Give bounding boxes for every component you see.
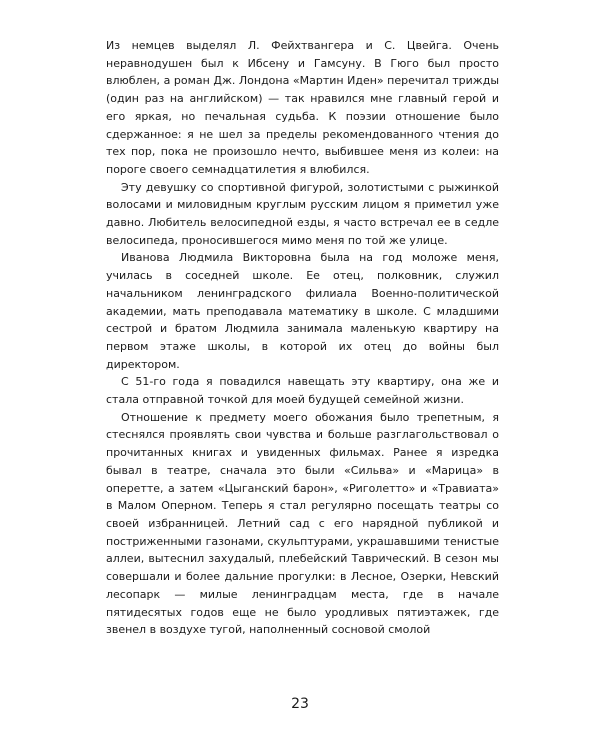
body-text [106,37,499,639]
paragraph-1: Из немцев выделял Л. Фейхтвангера и С. Цвейга. Очень неравнодушен был к Ибсену и Гамсуну. В Гюго был просто влюблен, а роман Дж. Лондона «Мартин Иден» перечитал трижды (один раз на английском) — так нравился мне главный герой и его яркая, но печальная судьба. К поэзии отношение было сдержанное: я не шел за пределы рекомендованного чтения до тех пор, пока не произошло нечто, выбившее меня из колеи: на пороге своего семнадцатилетия я влюбился. [106,39,499,176]
paragraph-2: Эту девушку со спортивной фигурой, золотистыми с рыжинкой волосами и миловидным круглым русским лицом я приметил уже давно. Любитель велосипедной езды, я часто встречал ее в седле велосипеда, проносившегося мимо меня по той же улице. [106,180,499,247]
page-number: 23 [291,696,309,712]
paragraph-4: С 51-го года я повадился навещать эту квартиру, она же и стала отправной точкой для моей будущей семейной жизни. [106,375,499,407]
paragraph-5: Отношение к предмету моего обожания было трепетным, я стеснялся проявлять свои чувства и больше разглагольствовал о прочитанных книгах и увиденных фильмах. Ранее я изредка бывал в театре, сначала это были «Сильва» и «Марица» в оперетте, а затем «Цыганский барон», «Риголетто» и «Травиата» в Малом Оперном. Теперь я стал регулярно посещать театры со своей избранницей. Летний сад с его нарядной публикой и постриженными газонами, скульптурами, украшавшими тенистые аллеи, вытеснил захудалый, плебейский Таврический. В сезон мы совершали и более дальние прогулки: в Лесное, Озерки, Невский лесопарк — милые ленинградцам места, где в начале пятидесятых годов еще не было уродливых пятиэтажек, где звенел в воздухе тугой, наполненный сосновой смолой [106,410,499,637]
paragraph-3: Иванова Людмила Викторовна была на год моложе меня, училась в соседней школе. Ее отец, полковник, служил начальником ленинградского филиала Военно-политической академии, мать преподавала математику в школе. С младшими сестрой и братом Людмила занимала маленькую квартиру на первом этаже школы, в которой их отец до войны был директором. [106,251,499,371]
